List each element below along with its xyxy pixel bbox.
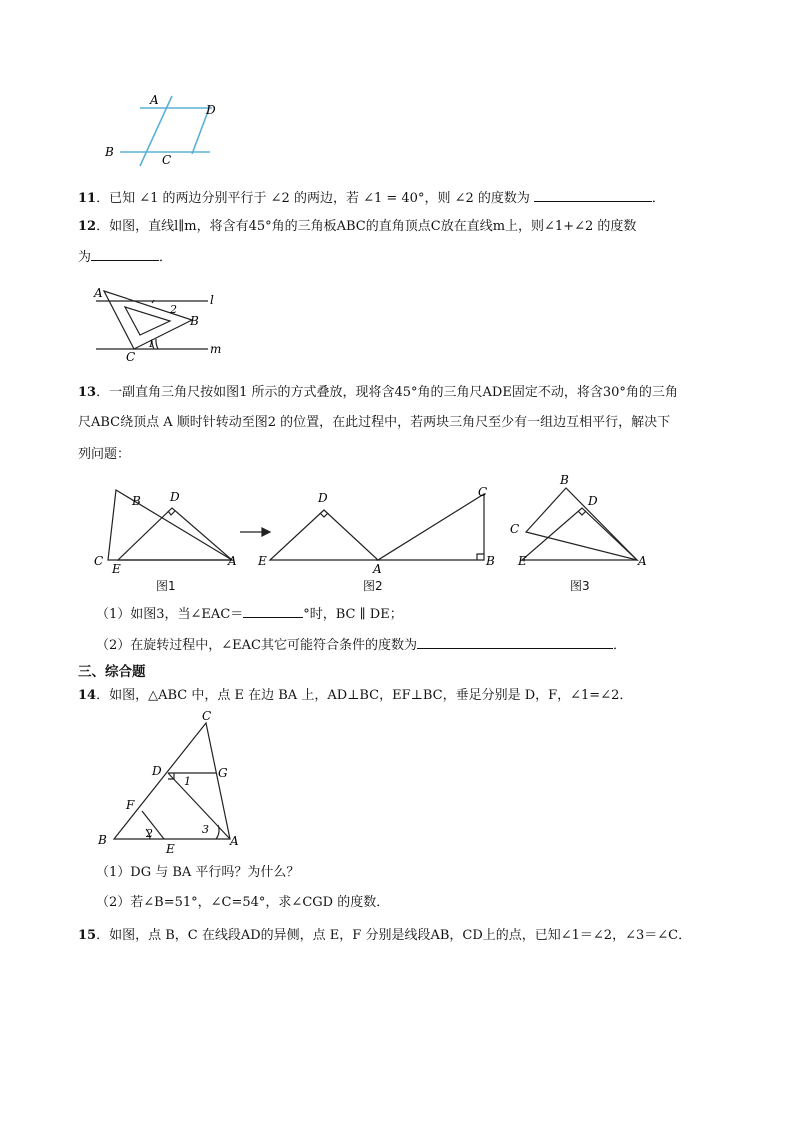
question-11 <box>78 188 665 208</box>
answer-blank[interactable] <box>534 188 652 202</box>
point-label-D: D <box>152 764 162 778</box>
fig3-label-A: A <box>638 554 647 568</box>
question-text: ．如图，直线l∥m，将含有45°角的三角板ABC的直角顶点C放在直线m上，则∠1+∠2 的度数 <box>96 219 637 234</box>
fig2-label-B: B <box>486 554 495 568</box>
figure-3-caption: 图3 <box>570 579 590 593</box>
point-label-A: A <box>230 834 239 848</box>
fig3-label-D: D <box>588 494 598 508</box>
fig1-label-A: A <box>228 554 237 568</box>
question-end: ． <box>159 250 173 265</box>
question-13-line2 <box>78 414 670 432</box>
fig2-label-E: E <box>258 554 267 568</box>
point-label-B: B <box>105 145 114 159</box>
question-13-sub2 <box>96 635 626 655</box>
fig3-label-B: B <box>560 473 569 487</box>
question-number: 14 <box>78 688 97 703</box>
fig1-label-B: B <box>132 494 141 508</box>
fig2-label-D: D <box>318 491 328 505</box>
point-label-F: F <box>126 798 135 812</box>
section-heading: 三、综合题 <box>78 664 146 680</box>
fig2-label-C: C <box>478 485 488 499</box>
point-label-C: C <box>162 153 172 167</box>
question-number: 12 <box>78 219 97 234</box>
angle-label-2: 2 <box>170 303 177 316</box>
angle-label-1: 1 <box>148 339 155 350</box>
question-text: 为 <box>78 250 92 265</box>
fig2-label-A: A <box>373 562 382 576</box>
question-13-sub1 <box>96 604 403 624</box>
point-label-C: C <box>126 350 136 363</box>
question-number: 15 <box>78 928 97 943</box>
point-label-C: C <box>202 709 212 723</box>
question-12-line2 <box>78 247 172 267</box>
point-label-A: A <box>94 286 103 300</box>
figure-2-caption: 图2 <box>363 579 383 593</box>
question-text: ．一副直角三角尺按如图1 所示的方式叠放，现将含45°角的三角尺ADE固定不动，将含30°角的三角 <box>96 385 678 400</box>
question-text: ．已知 ∠1 的两边分别平行于 ∠2 的两边，若 ∠1 = 40°，则 ∠2 的度数为 <box>96 191 530 206</box>
question-text: ．如图，点 B，C 在线段AD的异侧，点 E，F 分别是线段AB，CD上的点，已知∠1＝∠2，∠3＝∠C． <box>96 928 692 943</box>
question-number: 13 <box>78 385 97 400</box>
triangle-abc-figure <box>92 707 252 855</box>
sub-question-text: （2）在旋转过程中，∠EAC其它可能符合条件的度数为 <box>96 638 417 653</box>
answer-blank[interactable] <box>417 635 613 649</box>
question-text: 尺ABC绕顶点 A 顺时针转动至图2 的位置，在此过程中，若两块三角尺至少有一组边互相平行，解决下 <box>78 415 671 430</box>
triangle-on-parallel-lines-figure <box>92 283 232 363</box>
question-14-sub1 <box>96 864 299 882</box>
sub-question-end: ． <box>613 638 627 653</box>
fig1-label-C: C <box>94 554 104 568</box>
point-label-B: B <box>98 833 107 847</box>
point-label-G: G <box>218 766 228 780</box>
question-14-sub2 <box>96 894 389 912</box>
figure-1-caption: 图1 <box>156 579 176 593</box>
question-text: ．如图，△ABC 中，点 E 在边 BA 上，AD⊥BC，EF⊥BC，垂足分别是 D，F，∠1=∠2． <box>96 688 633 703</box>
point-label-E: E <box>166 842 175 855</box>
line-label-l: l <box>210 293 214 307</box>
answer-blank[interactable] <box>91 247 159 261</box>
line-label-m: m <box>210 342 222 356</box>
point-label-B: B <box>190 314 199 328</box>
parallelogram-figure <box>100 88 230 170</box>
sub-question-text: （2）若∠B=51°，∠C=54°，求∠CGD 的度数． <box>96 895 390 910</box>
fig3-label-C: C <box>510 522 520 536</box>
sub-question-text: （1）DG 与 BA 平行吗？为什么？ <box>96 865 300 880</box>
fig1-label-E: E <box>112 562 121 576</box>
answer-blank[interactable] <box>243 604 303 618</box>
question-13 <box>78 384 678 402</box>
rotation-figures <box>90 470 670 580</box>
point-label-A: A <box>150 93 159 107</box>
angle-label-3: 3 <box>202 823 209 836</box>
question-number: 11 <box>78 191 97 206</box>
sub-question-text: °时，BC ∥ DE； <box>303 607 403 622</box>
angle-label-2: 2 <box>146 827 153 840</box>
question-text: 列问题： <box>78 447 131 462</box>
fig1-label-D: D <box>170 490 180 504</box>
question-15 <box>78 927 691 945</box>
angle-label-1: 1 <box>184 775 191 788</box>
question-12 <box>78 218 636 236</box>
question-13-line3 <box>78 446 130 464</box>
question-14 <box>78 687 632 705</box>
question-end: ． <box>651 191 665 206</box>
fig3-label-E: E <box>518 554 527 568</box>
sub-question-text: （1）如图3，当∠EAC＝ <box>96 607 244 622</box>
point-label-D: D <box>206 103 216 117</box>
